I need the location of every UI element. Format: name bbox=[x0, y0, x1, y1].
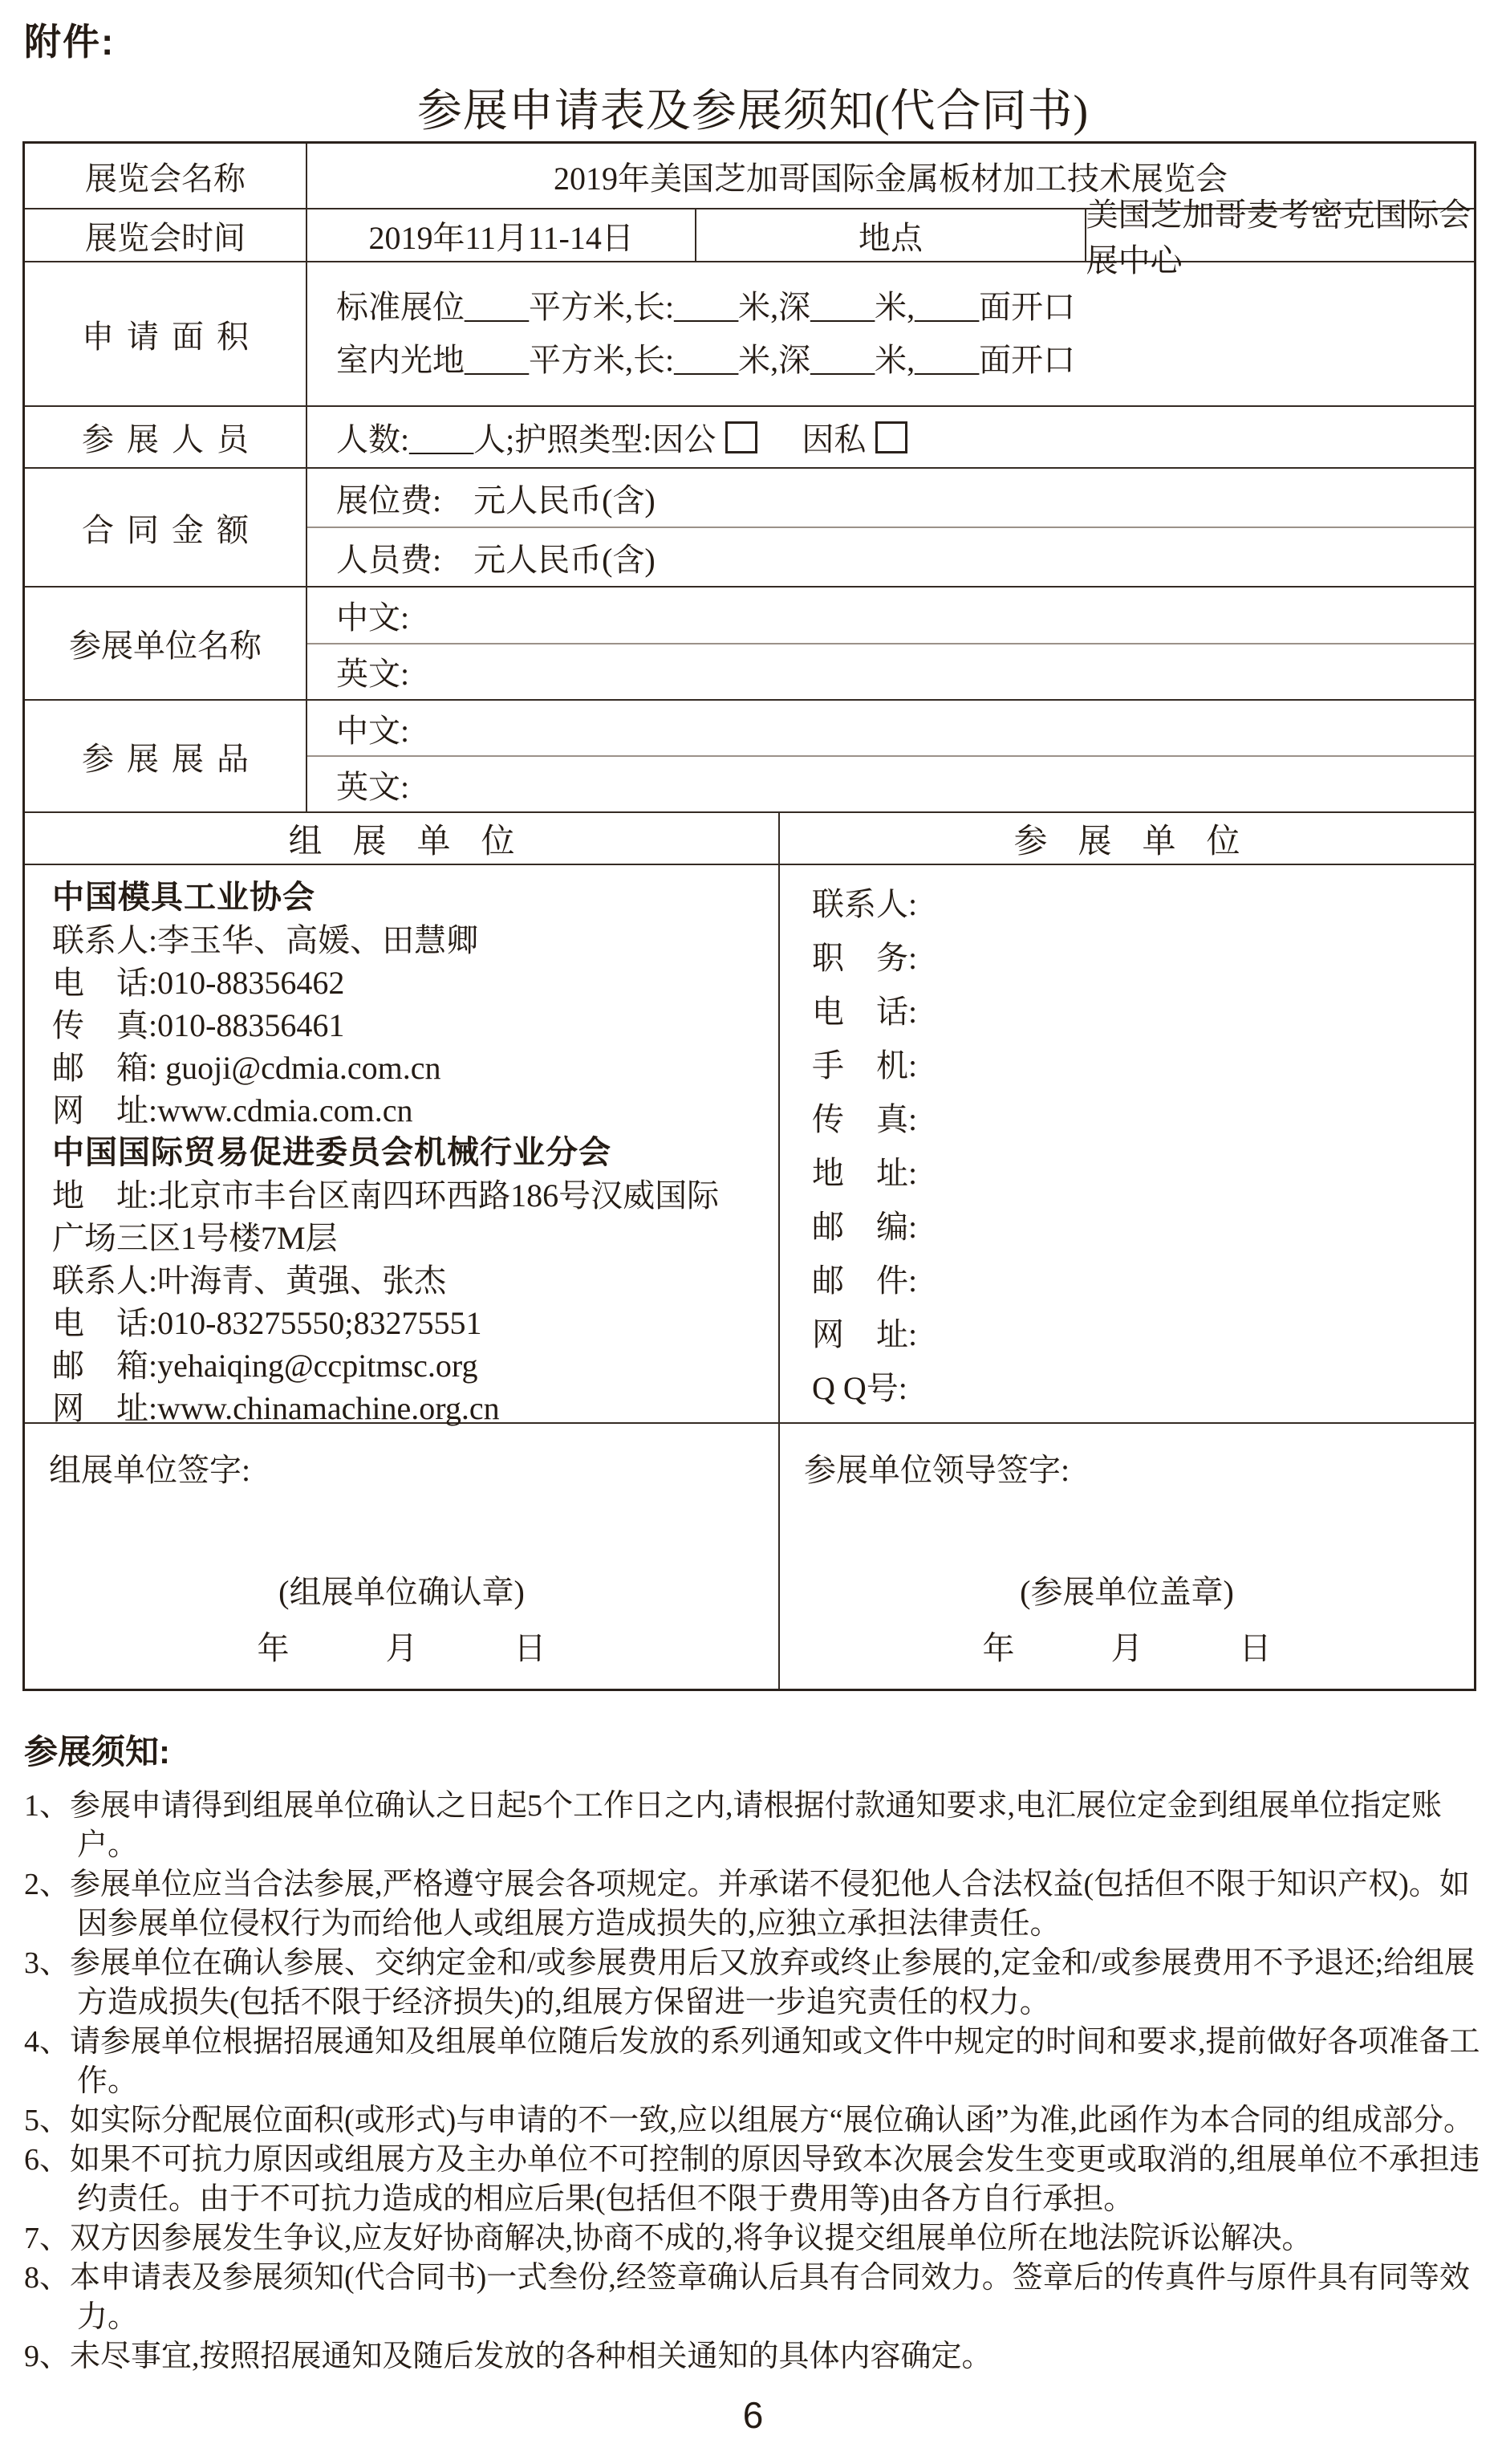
venue-label: 地点 bbox=[696, 209, 1086, 261]
exhibits-label: 参展展品 bbox=[25, 701, 307, 811]
company-name-chinese-line: 中文: bbox=[336, 599, 410, 636]
notice-item-8: 8、本申请表及参展须知(代合同书)一式叁份,经签章确认后具有合同效力。签章后的传真件与原件具有同等效力。 bbox=[24, 2261, 1470, 2334]
exhibitor-notice-section bbox=[24, 1726, 1483, 2377]
exhibition-name-value: 2019年美国芝加哥国际金属板材加工技术展览会 bbox=[554, 160, 1228, 197]
organizer-org2-contact-line: 联系人:叶海青、黄强、张杰 bbox=[52, 1262, 447, 1299]
exhibits-english-line: 英文: bbox=[307, 755, 1474, 811]
notice-item-5: 5、如实际分配展位面积(或形式)与申请的不一致,应以组展方“展位确认函”为准,此函作为本合同的组成部分。 bbox=[24, 2104, 1475, 2137]
table-row-company-name bbox=[25, 586, 1474, 699]
passport-private-checkbox[interactable] bbox=[875, 421, 907, 453]
staff-label: 参展人员 bbox=[25, 407, 307, 467]
exhibitor-signature-cell bbox=[780, 1424, 1474, 1689]
table-row-signatures bbox=[25, 1422, 1474, 1689]
exhibitor-position-field: 职 务: bbox=[812, 940, 918, 976]
exhibits-value bbox=[307, 701, 1474, 811]
company-name-english-line: 英文: bbox=[307, 643, 1474, 700]
exhibitor-contact-cell bbox=[780, 865, 1474, 1422]
organizer-signature-label: 组展单位签字: bbox=[49, 1452, 251, 1488]
page-title: 参展申请表及参展须知(代合同书) bbox=[416, 87, 1090, 136]
passport-official-checkbox[interactable] bbox=[725, 421, 757, 453]
area-line-standard-booth: 标准展位____平方米,长:____米,深____米,____面开口 bbox=[336, 289, 1076, 325]
exhibition-time-value: 2019年11月11-14日 bbox=[307, 209, 696, 261]
organizer-org1-fax-line: 传 真:010-88356461 bbox=[52, 1007, 345, 1043]
exhibitor-email-field: 邮 件: bbox=[812, 1262, 918, 1299]
organizer-org2-address-line: 地 址:北京市丰台区南四环西路186号汉威国际广场三区1号楼7M层 bbox=[52, 1177, 720, 1256]
notice-list bbox=[24, 1787, 1483, 2377]
organizer-date-line: 年 月 日 bbox=[257, 1630, 546, 1666]
organizer-org2-website-line: 网 址:www.chinamachine.org.cn bbox=[52, 1390, 500, 1426]
organizer-signature-cell bbox=[25, 1424, 780, 1689]
staff-value bbox=[307, 407, 1474, 467]
exhibition-time-label: 展览会时间 bbox=[25, 209, 307, 261]
organizer-org1-website-line: 网 址:www.cdmia.com.cn bbox=[52, 1092, 413, 1128]
table-row-section-headers bbox=[25, 811, 1474, 864]
exhibitor-address-field: 地 址: bbox=[812, 1155, 918, 1191]
exhibitor-mobile-field: 手 机: bbox=[812, 1047, 918, 1084]
amount-value bbox=[307, 469, 1474, 586]
notice-item-1: 1、参展申请得到组展单位确认之日起5个工作日之内,请根据付款通知要求,电汇展位定金到组展单位指定账户。 bbox=[24, 1789, 1443, 1862]
notice-item-4: 4、请参展单位根据招展通知及组展单位随后发放的系列通知或文件中规定的时间和要求,提前做好各项准备工作。 bbox=[24, 2025, 1480, 2098]
notice-item-7: 7、双方因参展发生争议,应友好协商解决,协商不成的,将争议提交组展单位所在地法院诉讼解决。 bbox=[24, 2222, 1313, 2255]
organizer-seal-note: (组展单位确认章) bbox=[278, 1574, 525, 1610]
exhibitor-fax-field: 传 真: bbox=[812, 1101, 918, 1137]
notice-heading: 参展须知: bbox=[24, 1733, 170, 1771]
organizer-org1-phone-line: 电 话:010-88356462 bbox=[52, 965, 345, 1001]
personnel-fee-line: 人员费: 元人民币(含) bbox=[307, 527, 1474, 586]
exhibitor-qq-field: Q Q号: bbox=[812, 1370, 907, 1406]
notice-item-9: 9、未尽事宜,按照招展通知及随后发放的各种相关通知的具体内容确定。 bbox=[24, 2340, 992, 2373]
organizer-org2-email-line: 邮 箱:yehaiqing@ccpitmsc.org bbox=[52, 1348, 478, 1384]
exhibitor-phone-field: 电 话: bbox=[812, 994, 918, 1030]
exhibitor-signature-label: 参展单位领导签字: bbox=[804, 1452, 1070, 1488]
amount-label: 合同金额 bbox=[25, 469, 307, 586]
exhibitor-website-field: 网 址: bbox=[812, 1316, 918, 1352]
area-value bbox=[307, 262, 1474, 405]
table-row-exhibition-time bbox=[25, 197, 1474, 279]
page-number: 6 bbox=[742, 2394, 764, 2436]
area-line-raw-space: 室内光地____平方米,长:____米,深____米,____面开口 bbox=[336, 342, 1076, 378]
exhibitor-contact-field: 联系人: bbox=[812, 886, 918, 922]
area-label: 申请面积 bbox=[25, 262, 307, 405]
organizer-org2-name: 中国国际贸易促进委员会机械行业分会 bbox=[52, 1135, 611, 1170]
exhibits-chinese-line: 中文: bbox=[336, 712, 410, 749]
exhibitor-seal-note: (参展单位盖章) bbox=[1020, 1574, 1234, 1610]
organizer-contact-cell bbox=[25, 865, 780, 1426]
company-name-value bbox=[307, 588, 1474, 699]
notice-item-3: 3、参展单位在确认参展、交纳定金和/或参展费用后又放弃或终止参展的,定金和/或参展费用不予退还;给组展方造成损失(包括不限于经济损失)的,组展方保留进一步追究责任的权力。 bbox=[24, 1946, 1476, 2019]
application-form-table bbox=[22, 141, 1476, 1691]
exhibitor-date-line: 年 月 日 bbox=[982, 1630, 1272, 1666]
table-row-staff bbox=[25, 405, 1474, 467]
table-row-amount bbox=[25, 467, 1474, 586]
exhibitor-postcode-field: 邮 编: bbox=[812, 1209, 918, 1245]
notice-item-6: 6、如果不可抗力原因或组展方及主办单位不可控制的原因导致本次展会发生变更或取消的,组展单位不承担违约责任。由于不可抗力造成的相应后果(包括但不限于费用等)由各方自行承担。 bbox=[24, 2143, 1480, 2216]
table-row-exhibits bbox=[25, 699, 1474, 811]
staff-count-and-passport-text: 人数:____人;护照类型: bbox=[336, 421, 652, 457]
passport-official-label: 因公 bbox=[652, 421, 716, 457]
company-name-label: 参展单位名称 bbox=[25, 588, 307, 699]
passport-private-label: 因私 bbox=[802, 421, 867, 457]
exhibition-name-label: 展览会名称 bbox=[25, 144, 307, 208]
exhibitor-section-header: 参展单位 bbox=[1013, 823, 1271, 860]
table-row-contacts bbox=[25, 864, 1474, 1426]
table-row-area bbox=[25, 261, 1474, 405]
booth-fee-line: 展位费: 元人民币(含) bbox=[336, 482, 656, 518]
organizer-org1-name: 中国模具工业协会 bbox=[52, 880, 315, 915]
organizer-org1-email-line: 邮 箱: guoji@cdmia.com.cn bbox=[52, 1050, 441, 1086]
organizer-org2-phone-line: 电 话:010-83275550;83275551 bbox=[52, 1305, 482, 1341]
notice-item-2: 2、参展单位应当合法参展,严格遵守展会各项规定。并承诺不侵犯他人合法权益(包括但不限于知识产权)。如因参展单位侵权行为而给他人或组展方造成损失的,应独立承担法律责任。 bbox=[24, 1868, 1470, 1941]
organizer-section-header: 组展单位 bbox=[25, 813, 780, 864]
organizer-org1-contact-line: 联系人:李玉华、高媛、田慧卿 bbox=[52, 922, 479, 958]
attachment-label: 附件: bbox=[24, 21, 116, 63]
venue-value: 美国芝加哥麦考密克国际会展中心 bbox=[1086, 197, 1471, 279]
